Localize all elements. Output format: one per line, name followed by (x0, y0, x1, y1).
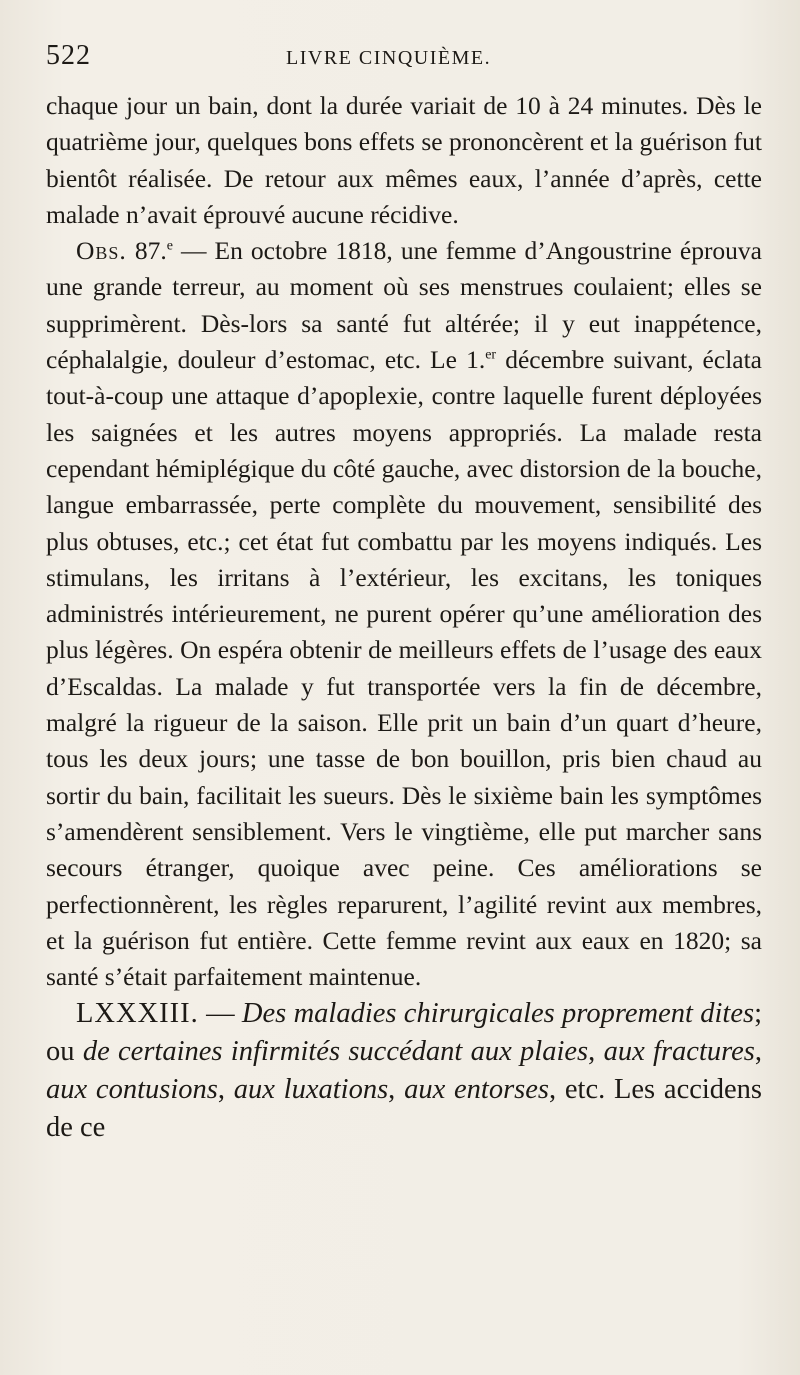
section-dash: — (198, 998, 242, 1030)
page-header (46, 40, 762, 88)
body-text (46, 88, 762, 995)
section-heading (46, 995, 762, 1147)
section-title-a: Des maladies chirurgicales proprement dites (241, 998, 755, 1030)
ordinal-suffix: er (485, 347, 497, 363)
section-sep-3: , (754, 1036, 763, 1068)
section-sep-1: ; ou (46, 998, 762, 1068)
page-number: 522 (46, 40, 91, 71)
section-tail: , etc. Les accidens de ce (46, 1074, 763, 1144)
running-head: LIVRE CINQUIÈME. (286, 47, 492, 69)
section-title-contusions: aux contusions (46, 1074, 218, 1106)
section-title-fractures: aux fractures (603, 1036, 755, 1068)
section-sep-2: , (588, 1036, 604, 1068)
observation-text-a: — En octobre 1818, une femme d’Angoustrine éprouva une grande terreur, au moment où ses menstrues coulaient; elles se supprimèrent. Dès-lors sa santé fut altérée; il y eut inappétence, céphalalgie, douleur d’estomac, etc. Le 1. (46, 236, 763, 375)
section-title-entorses: aux entorses (404, 1074, 549, 1106)
section-sep-4: , (217, 1074, 234, 1106)
section-sep-5: , (388, 1074, 405, 1106)
observation-number: 87. (134, 236, 167, 266)
observation-label: Obs. (76, 236, 127, 266)
section-title-luxations: aux luxations (233, 1074, 389, 1106)
continuation-paragraph: chaque jour un bain, dont la durée variait de 10 à 24 minutes. Dès le quatrième jour, quelques bons effets se prononcèrent et la guérison fut bientôt réalisée. De retour aux mêmes eaux, l’année d’après, cette malade n’avait éprouvé aucune récidive. (46, 91, 762, 229)
observation-number-suffix: e (166, 238, 173, 254)
section-title-b: de certaines infirmités succédant aux plaies (82, 1036, 589, 1068)
section-number: LXXXIII. (76, 998, 199, 1030)
observation-text-b: décembre suivant, éclata tout-à-coup une attaque d’apoplexie, contre laquelle furent déployées les saignées et les autres moyens appropriés. La malade resta cependant hémiplégique du côté gauche, avec distorsion de la bouche, langue embarrassée, perte complète du mouvement, sensibilité des plus obtuses, etc.; cet état fut combattu par les moyens indiqués. Les stimulans, les irritans à l’extérieur, les excitans, les toniques administrés intérieurement, ne purent opérer qu’une amélioration des plus légères. On espéra obtenir de meilleurs effets de l’usage des eaux d’Escaldas. La malade y fut transportée vers la fin de décembre, malgré la rigueur de la saison. Elle prit un bain d’un quart d’heure, tous les deux jours; une tasse de bon bouillon, pris bien chaud au sortir du bain, facilitait les sueurs. Dès le sixième bain les symptômes s’amendèrent sensiblement. Vers le vingtième, elle put marcher sans secours étranger, quoique avec peine. Ces améliorations se perfectionnèrent, les règles reparurent, l’agilité revint aux membres, et la guérison fut entière. Cette femme revint aux eaux en 1820; sa santé s’était parfaitement maintenue. (46, 345, 762, 992)
observation-paragraph (46, 233, 762, 995)
